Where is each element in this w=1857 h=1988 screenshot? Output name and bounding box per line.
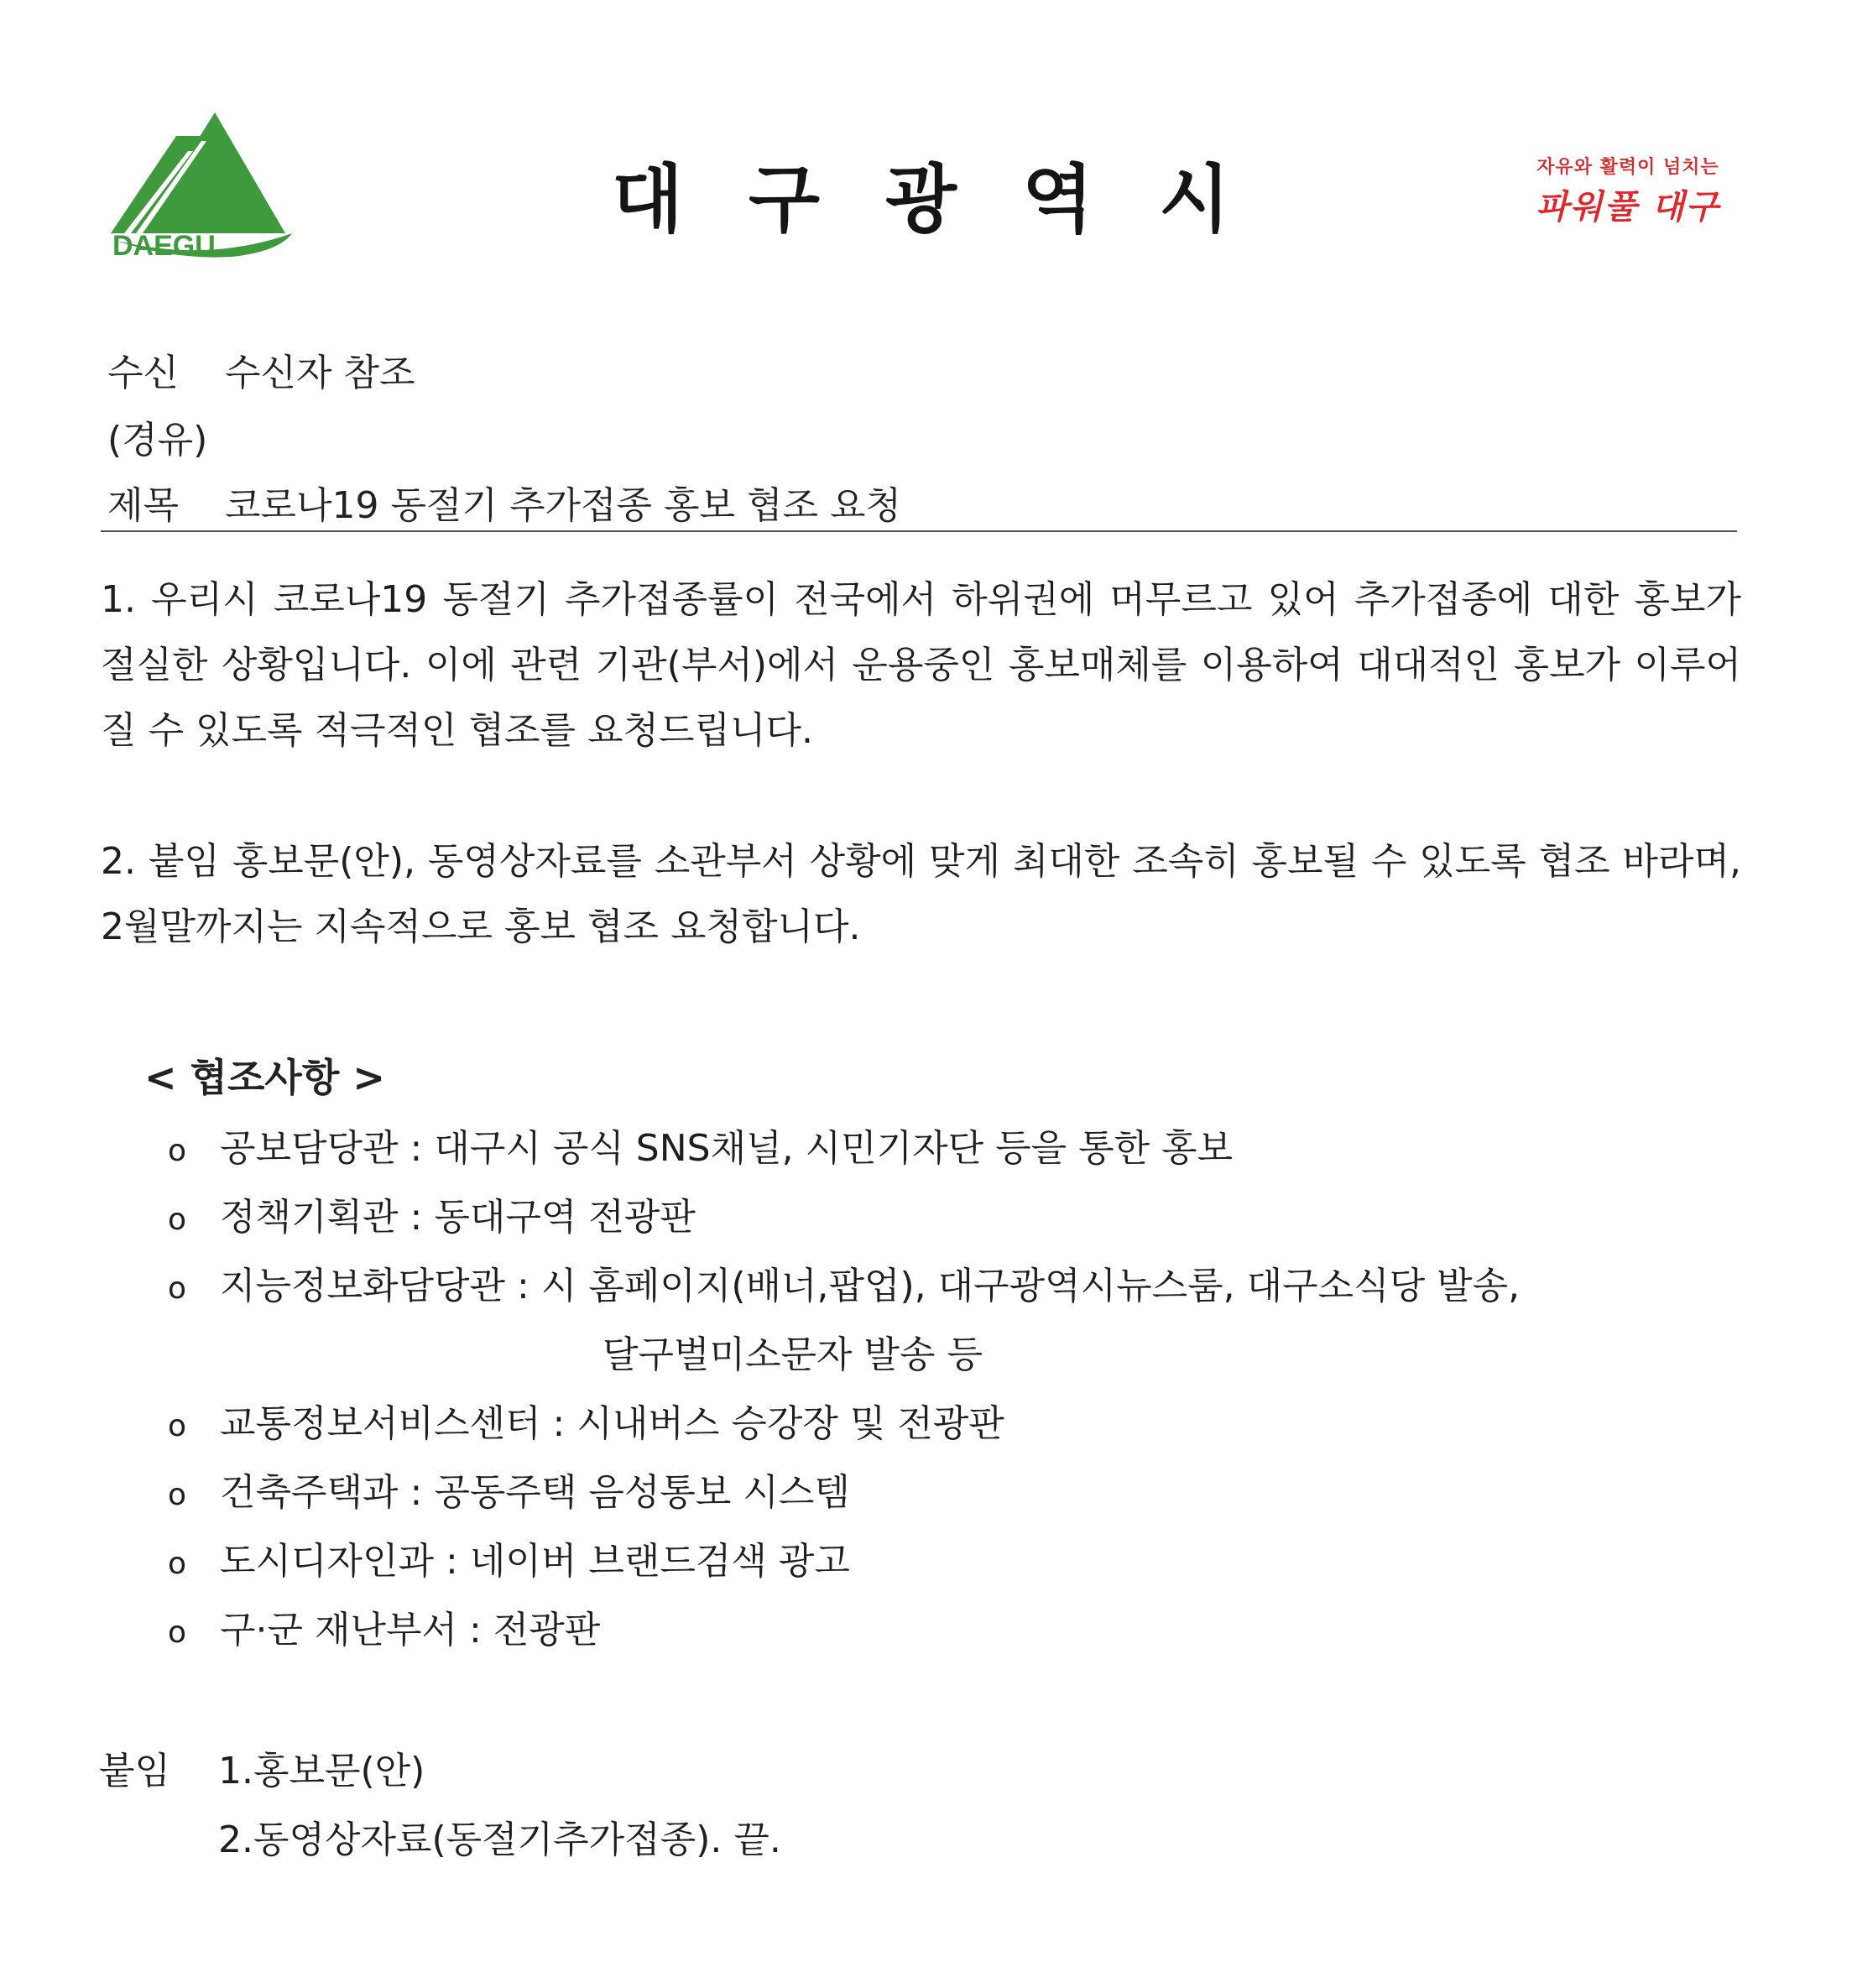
item-text: 도시디자인과 : 네이버 브랜드검색 광고	[220, 1540, 850, 1583]
item-text: 교통정보서비스센터 : 시내버스 승강장 및 전광판	[220, 1402, 1004, 1445]
item-text: 건축주택과 : 공동주택 음성통보 시스템	[220, 1471, 850, 1514]
bullet-icon: o	[168, 1134, 187, 1168]
header-divider	[101, 530, 1737, 532]
slogan	[1527, 153, 1729, 228]
cooperation-item	[168, 1187, 696, 1240]
organization-title: 대구광역시	[611, 156, 1296, 243]
subject-line	[107, 475, 901, 529]
attachment-label: 붙임	[99, 1750, 171, 1792]
slogan-main: 파워풀 대구	[1536, 188, 1720, 227]
item-text: 공보담당관 : 대구시 공식 SNS채널, 시민기자단 등을 통한 홍보	[220, 1127, 1234, 1170]
cooperation-item	[168, 1531, 850, 1584]
bullet-icon: o	[168, 1203, 187, 1237]
recipient-line	[107, 342, 415, 396]
recipient-label: 수신	[107, 352, 180, 394]
paragraph-2: 2. 붙임 홍보문(안), 동영상자료를 소관부서 상황에 맞게 최대한 조속히 홍보될 수 있도록 협조 바라며, 2월말까지는 지속적으로 홍보 협조 요청합니다.	[101, 840, 1741, 948]
subject-value: 코로나19 동절기 추가접종 홍보 협조 요청	[225, 484, 901, 527]
attachment-item-2: 2.동영상자료(동절기추가접종). 끝.	[218, 1818, 781, 1861]
cooperation-item	[168, 1393, 1004, 1447]
recipient-value: 수신자 참조	[225, 352, 415, 394]
bullet-icon: o	[168, 1547, 187, 1581]
bullet-icon: o	[168, 1478, 187, 1512]
item-text: 지능정보화담당관 : 시 홈페이지(배너,팝업), 대구광역시뉴스룸, 대구소식당 발송,	[220, 1265, 1521, 1307]
subject-label: 제목	[107, 484, 180, 527]
cooperation-item-continuation: 달구벌미소문자 발송 등	[602, 1333, 983, 1376]
via-line: (경유)	[107, 419, 208, 462]
cooperation-item	[168, 1255, 1520, 1309]
cooperation-item	[168, 1462, 850, 1516]
item-text: 구·군 재난부서 : 전광판	[220, 1609, 601, 1651]
slogan-top: 자유와 활력이 넘치는	[1536, 157, 1719, 178]
bullet-icon: o	[168, 1409, 187, 1443]
attachment-line	[99, 1740, 425, 1794]
logo-text: DAEGU	[112, 230, 216, 262]
cooperation-item	[168, 1599, 600, 1653]
cooperation-heading: < 협조사항 >	[144, 1055, 385, 1100]
paragraph-1: 1. 우리시 코로나19 동절기 추가접종률이 전국에서 하위권에 머무르고 있어 추가접종에 대한 홍보가 절실한 상황입니다. 이에 관련 기관(부서)에서 운용중인 홍보매체를 이용하여 대대적인 홍보가 이루어질 수 있도록 적극적인 협조를 요청드립니다.	[101, 578, 1741, 752]
bullet-icon: o	[168, 1271, 187, 1306]
item-text: 정책기획관 : 동대구역 전광판	[220, 1196, 696, 1239]
bullet-icon: o	[168, 1615, 187, 1650]
cooperation-item	[168, 1118, 1233, 1171]
attachment-item-1: 1.홍보문(안)	[218, 1750, 425, 1792]
